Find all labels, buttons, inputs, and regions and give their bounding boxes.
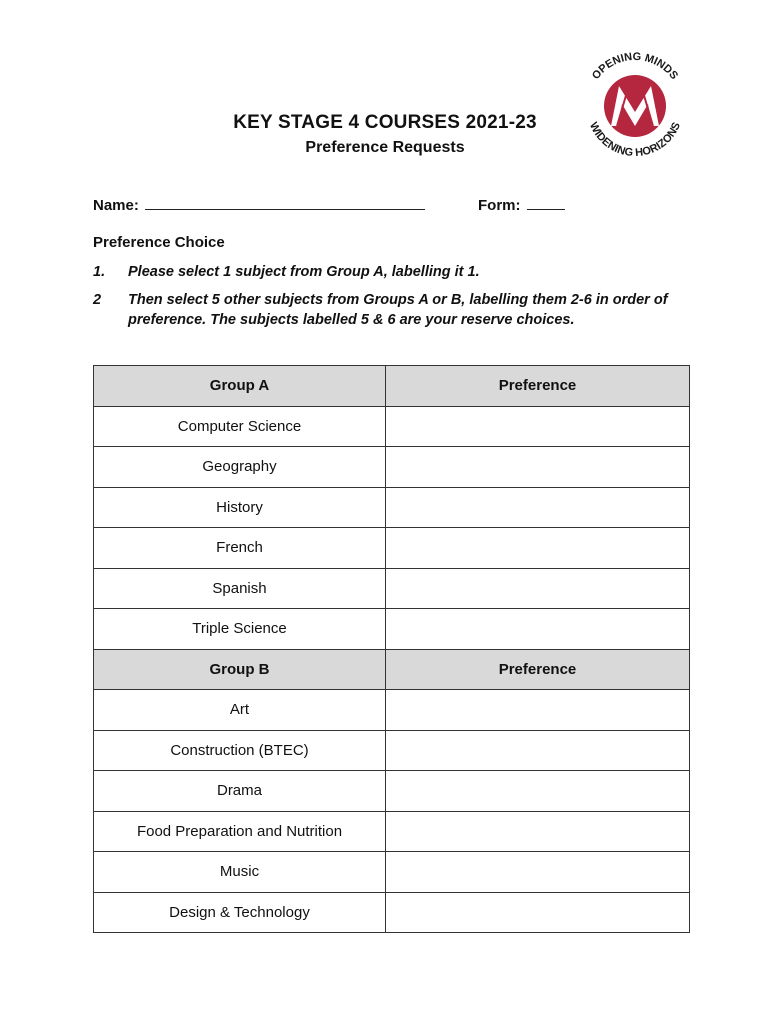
table-row xyxy=(94,690,690,731)
table-row xyxy=(94,771,690,812)
subject-name: Music xyxy=(94,852,386,893)
subject-name: Drama xyxy=(94,771,386,812)
table-row xyxy=(94,892,690,933)
preference-cell[interactable] xyxy=(386,690,690,731)
preference-table xyxy=(93,365,690,933)
form-label: Form: xyxy=(478,197,521,214)
form-line[interactable] xyxy=(527,197,565,210)
table-row xyxy=(94,528,690,569)
preference-cell[interactable] xyxy=(386,487,690,528)
subject-name: Design & Technology xyxy=(94,892,386,933)
preference-header: Preference xyxy=(386,366,690,407)
preference-cell[interactable] xyxy=(386,447,690,488)
group-a-header: Group A xyxy=(94,366,386,407)
subject-name: Art xyxy=(94,690,386,731)
subject-name: Construction (BTEC) xyxy=(94,730,386,771)
preference-cell[interactable] xyxy=(386,852,690,893)
group-b-header: Group B xyxy=(94,649,386,690)
preference-cell[interactable] xyxy=(386,771,690,812)
table-row xyxy=(94,730,690,771)
subject-name: History xyxy=(94,487,386,528)
preference-header: Preference xyxy=(386,649,690,690)
svg-text:OPENING MINDS: OPENING MINDS xyxy=(589,50,681,82)
preference-cell[interactable] xyxy=(386,609,690,650)
table-row xyxy=(94,852,690,893)
table-row xyxy=(94,811,690,852)
form-field[interactable] xyxy=(478,197,565,214)
subject-name: Geography xyxy=(94,447,386,488)
instruction-text: Then select 5 other subjects from Groups A or B, labelling them 2-6 in order of preference. The subjects labelled 5 & 6 are your reserve choices. xyxy=(128,292,668,328)
table-row xyxy=(94,406,690,447)
subject-name: French xyxy=(94,528,386,569)
table-row xyxy=(94,447,690,488)
instruction-number: 2 xyxy=(93,292,102,308)
instruction-text: Please select 1 subject from Group A, labelling it 1. xyxy=(128,264,480,280)
name-field[interactable] xyxy=(93,197,425,214)
subject-name: Food Preparation and Nutrition xyxy=(94,811,386,852)
preference-cell[interactable] xyxy=(386,892,690,933)
page-subtitle: Preference Requests xyxy=(305,139,465,156)
page-title: KEY STAGE 4 COURSES 2021-23 xyxy=(233,112,537,133)
svg-text:WIDENING HORIZONS: WIDENING HORIZONS xyxy=(586,120,684,160)
table-row xyxy=(94,568,690,609)
preference-cell[interactable] xyxy=(386,568,690,609)
preference-cell[interactable] xyxy=(386,811,690,852)
preference-cell[interactable] xyxy=(386,406,690,447)
subject-name: Triple Science xyxy=(94,609,386,650)
preference-cell[interactable] xyxy=(386,528,690,569)
group-a-header-row xyxy=(94,366,690,407)
table-row xyxy=(94,487,690,528)
preference-choice-heading: Preference Choice xyxy=(93,234,225,251)
subject-name: Computer Science xyxy=(94,406,386,447)
preference-cell[interactable] xyxy=(386,730,690,771)
subject-name: Spanish xyxy=(94,568,386,609)
name-label: Name: xyxy=(93,197,139,214)
group-b-header-row xyxy=(94,649,690,690)
table-row xyxy=(94,609,690,650)
instruction-number: 1. xyxy=(93,264,106,280)
name-line[interactable] xyxy=(145,197,425,210)
